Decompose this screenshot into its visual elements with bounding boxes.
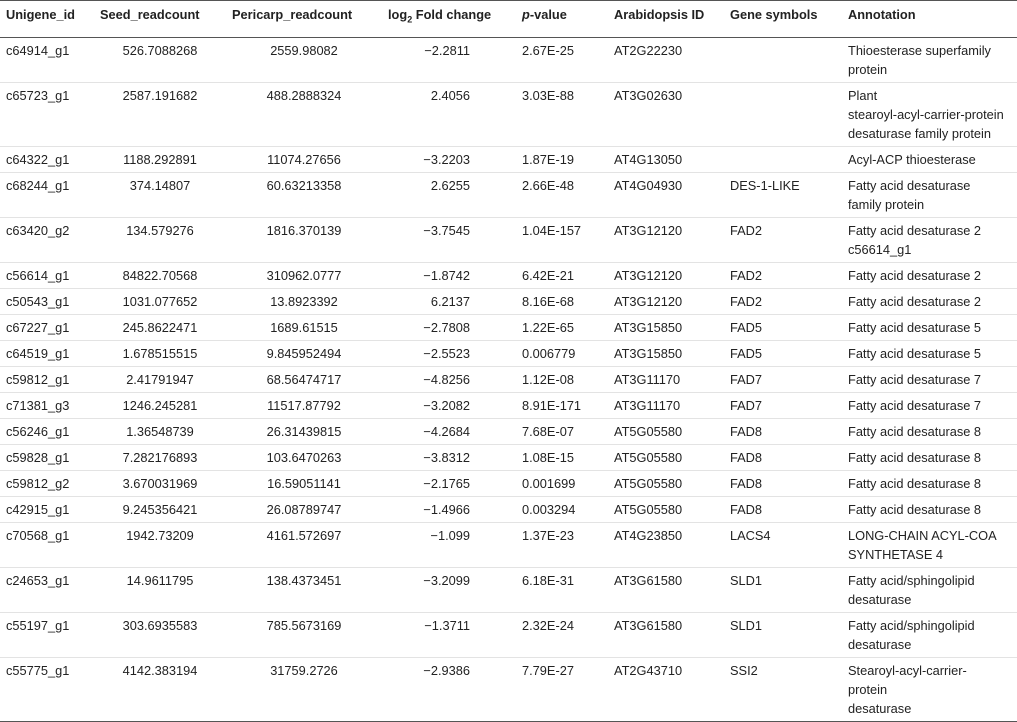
header-arabidopsis-id: Arabidopsis ID — [614, 7, 705, 22]
cell-p-value: 7.68E-07 — [522, 424, 574, 439]
cell-unigene-id: c56614_g1 — [6, 268, 70, 283]
cell-seed-readcount: 374.14807 — [129, 178, 191, 193]
header-unigene-id: Unigene_id — [6, 7, 75, 22]
cell-pericarp-readcount: 31759.2726 — [270, 663, 338, 678]
table-row — [0, 419, 1017, 445]
table-row — [0, 83, 1017, 147]
cell-log2-fold-change: 2.6255 — [430, 178, 470, 193]
cell-annotation: Plant stearoyl-acyl-carrier-protein desaturase family protein — [848, 88, 1004, 141]
cell-unigene-id: c59812_g2 — [6, 476, 70, 491]
cell-pericarp-readcount: 4161.572697 — [266, 528, 342, 543]
cell-pericarp-readcount: 310962.0777 — [266, 268, 342, 283]
header-gene-symbols: Gene symbols — [730, 7, 818, 22]
cell-annotation: Fatty acid desaturase 2 — [848, 268, 982, 283]
cell-gene-symbol: FAD2 — [730, 268, 763, 283]
table-row — [0, 568, 1017, 613]
cell-gene-symbol: SLD1 — [730, 618, 763, 633]
table-row — [0, 367, 1017, 393]
cell-gene-symbol: FAD5 — [730, 346, 763, 361]
cell-annotation: Fatty acid desaturase 8 — [848, 450, 982, 465]
table-row — [0, 471, 1017, 497]
cell-unigene-id: c68244_g1 — [6, 178, 70, 193]
cell-arabidopsis-id: AT3G12120 — [614, 294, 683, 309]
cell-seed-readcount: 1188.292891 — [123, 152, 197, 167]
cell-arabidopsis-id: AT3G02630 — [614, 88, 683, 103]
cell-pericarp-readcount: 1689.61515 — [270, 320, 338, 335]
cell-log2-fold-change: −1.8742 — [423, 268, 470, 283]
cell-p-value: 1.12E-08 — [522, 372, 574, 387]
cell-annotation: Fatty acid/sphingolipid desaturase — [848, 573, 975, 607]
header-row — [0, 1, 1017, 38]
cell-pericarp-readcount: 60.63213358 — [266, 178, 342, 193]
cell-annotation: Fatty acid desaturase 5 — [848, 320, 982, 335]
cell-annotation: Fatty acid desaturase family protein — [848, 178, 971, 212]
cell-seed-readcount: 1246.245281 — [122, 398, 198, 413]
cell-seed-readcount: 134.579276 — [126, 223, 194, 238]
cell-unigene-id: c63420_g2 — [6, 223, 70, 238]
cell-gene-symbol: FAD8 — [730, 502, 763, 517]
cell-annotation: Fatty acid desaturase 8 — [848, 476, 982, 491]
table-row — [0, 147, 1017, 173]
cell-arabidopsis-id: AT2G43710 — [614, 663, 683, 678]
cell-log2-fold-change: −1.3711 — [424, 618, 470, 633]
header-log-prefix: log — [388, 7, 408, 22]
cell-gene-symbol: FAD2 — [730, 223, 763, 238]
cell-annotation: Fatty acid desaturase 8 — [848, 502, 982, 517]
cell-log2-fold-change: −1.4966 — [423, 502, 470, 517]
cell-seed-readcount: 1.36548739 — [126, 424, 194, 439]
cell-p-value: 8.16E-68 — [522, 294, 574, 309]
cell-gene-symbol — [724, 147, 842, 173]
cell-annotation: Fatty acid desaturase 2 c56614_g1 — [848, 223, 982, 257]
cell-arabidopsis-id: AT3G15850 — [614, 346, 683, 361]
cell-seed-readcount: 303.6935583 — [122, 618, 198, 633]
cell-log2-fold-change: 2.4056 — [430, 88, 470, 103]
cell-pericarp-readcount: 2559.98082 — [270, 43, 338, 58]
cell-annotation: Stearoyl-acyl-carrier- protein desaturase — [848, 663, 967, 716]
cell-seed-readcount: 3.670031969 — [122, 476, 198, 491]
cell-log2-fold-change: −2.9386 — [423, 663, 470, 678]
cell-pericarp-readcount: 785.5673169 — [266, 618, 342, 633]
cell-p-value: 2.67E-25 — [522, 43, 574, 58]
cell-unigene-id: c55197_g1 — [6, 618, 70, 633]
cell-log2-fold-change: −3.7545 — [423, 223, 470, 238]
cell-arabidopsis-id: AT3G61580 — [614, 573, 683, 588]
cell-pericarp-readcount: 103.6470263 — [266, 450, 342, 465]
cell-annotation: Acyl-ACP thioesterase — [848, 152, 976, 167]
table-row — [0, 658, 1017, 722]
cell-unigene-id: c64519_g1 — [6, 346, 70, 361]
cell-p-value: 6.42E-21 — [522, 268, 574, 283]
cell-gene-symbol: DES-1-LIKE — [730, 178, 800, 193]
cell-seed-readcount: 1942.73209 — [126, 528, 194, 543]
cell-pericarp-readcount: 26.08789747 — [266, 502, 342, 517]
cell-unigene-id: c70568_g1 — [6, 528, 70, 543]
table-header — [0, 1, 1017, 38]
cell-log2-fold-change: −1.099 — [430, 528, 470, 543]
cell-gene-symbol: FAD8 — [730, 450, 763, 465]
cell-arabidopsis-id: AT5G05580 — [614, 424, 683, 439]
cell-gene-symbol: SSI2 — [730, 663, 758, 678]
cell-log2-fold-change: −3.2099 — [423, 573, 470, 588]
header-pericarp-readcount: Pericarp_readcount — [232, 7, 353, 22]
table-row — [0, 315, 1017, 341]
table-row — [0, 497, 1017, 523]
cell-p-value: 0.006779 — [522, 346, 576, 361]
header-log-suffix: Fold change — [412, 7, 492, 22]
cell-arabidopsis-id: AT4G13050 — [614, 152, 683, 167]
cell-log2-fold-change: −3.2082 — [423, 398, 470, 413]
cell-log2-fold-change: −4.8256 — [423, 372, 470, 387]
cell-seed-readcount: 84822.70568 — [122, 268, 198, 283]
cell-unigene-id: c65723_g1 — [6, 88, 70, 103]
cell-annotation: Thioesterase superfamily protein — [848, 43, 991, 77]
cell-p-value: 1.37E-23 — [522, 528, 574, 543]
cell-pericarp-readcount: 11517.87792 — [267, 398, 341, 413]
cell-gene-symbol: FAD5 — [730, 320, 763, 335]
header-p-rest: -value — [529, 7, 567, 22]
cell-pericarp-readcount: 9.845952494 — [266, 346, 342, 361]
cell-gene-symbol: FAD8 — [730, 476, 763, 491]
cell-annotation: Fatty acid desaturase 2 — [848, 294, 982, 309]
cell-annotation: Fatty acid/sphingolipid desaturase — [848, 618, 975, 652]
cell-gene-symbol: FAD2 — [730, 294, 763, 309]
cell-log2-fold-change: −3.2203 — [423, 152, 470, 167]
cell-pericarp-readcount: 13.8923392 — [270, 294, 338, 309]
cell-p-value: 3.03E-88 — [522, 88, 574, 103]
cell-log2-fold-change: −2.1765 — [423, 476, 470, 491]
header-log2-fold-change — [382, 1, 516, 38]
header-seed-readcount: Seed_readcount — [100, 7, 200, 22]
table-row — [0, 341, 1017, 367]
cell-unigene-id: c55775_g1 — [6, 663, 70, 678]
cell-unigene-id: c64322_g1 — [6, 152, 70, 167]
cell-seed-readcount: 2587.191682 — [122, 88, 198, 103]
cell-p-value: 1.04E-157 — [522, 223, 582, 238]
table-body — [0, 38, 1017, 722]
cell-unigene-id: c71381_g3 — [6, 398, 70, 413]
table-row — [0, 393, 1017, 419]
cell-arabidopsis-id: AT3G11170 — [614, 372, 681, 387]
cell-annotation: LONG-CHAIN ACYL-COA SYNTHETASE 4 — [848, 528, 997, 562]
table-row — [0, 38, 1017, 83]
cell-seed-readcount: 245.8622471 — [122, 320, 198, 335]
cell-gene-symbol: FAD7 — [730, 372, 763, 387]
cell-p-value: 0.001699 — [522, 476, 576, 491]
cell-seed-readcount: 2.41791947 — [126, 372, 194, 387]
cell-arabidopsis-id: AT5G05580 — [614, 450, 683, 465]
cell-unigene-id: c59828_g1 — [6, 450, 70, 465]
cell-arabidopsis-id: AT3G15850 — [614, 320, 683, 335]
cell-p-value: 0.003294 — [522, 502, 576, 517]
cell-p-value: 8.91E-171 — [522, 398, 582, 413]
cell-unigene-id: c42915_g1 — [6, 502, 70, 517]
cell-arabidopsis-id: AT3G11170 — [614, 398, 681, 413]
cell-pericarp-readcount: 138.4373451 — [266, 573, 342, 588]
cell-p-value: 6.18E-31 — [522, 573, 574, 588]
table-row — [0, 173, 1017, 218]
cell-annotation: Fatty acid desaturase 7 — [848, 372, 982, 387]
cell-p-value: 1.87E-19 — [522, 152, 574, 167]
cell-log2-fold-change: 6.2137 — [430, 294, 470, 309]
cell-unigene-id: c50543_g1 — [6, 294, 70, 309]
cell-arabidopsis-id: AT3G61580 — [614, 618, 683, 633]
cell-p-value: 2.32E-24 — [522, 618, 574, 633]
cell-gene-symbol — [724, 83, 842, 147]
header-p-italic: p — [522, 7, 530, 22]
cell-p-value: 2.66E-48 — [522, 178, 574, 193]
cell-arabidopsis-id: AT3G12120 — [614, 223, 683, 238]
cell-p-value: 7.79E-27 — [522, 663, 574, 678]
cell-arabidopsis-id: AT4G04930 — [614, 178, 683, 193]
cell-seed-readcount: 1031.077652 — [122, 294, 198, 309]
table-row — [0, 263, 1017, 289]
cell-arabidopsis-id: AT3G12120 — [614, 268, 683, 283]
cell-seed-readcount: 4142.383194 — [122, 663, 198, 678]
cell-gene-symbol: LACS4 — [730, 528, 771, 543]
cell-gene-symbol — [724, 38, 842, 83]
cell-annotation: Fatty acid desaturase 5 — [848, 346, 982, 361]
cell-unigene-id: c67227_g1 — [6, 320, 70, 335]
cell-seed-readcount: 7.282176893 — [122, 450, 198, 465]
cell-p-value: 1.22E-65 — [522, 320, 574, 335]
cell-log2-fold-change: −4.2684 — [423, 424, 470, 439]
cell-gene-symbol: SLD1 — [730, 573, 763, 588]
cell-unigene-id: c56246_g1 — [6, 424, 70, 439]
table-row — [0, 445, 1017, 471]
cell-arabidopsis-id: AT4G23850 — [614, 528, 683, 543]
cell-arabidopsis-id: AT5G05580 — [614, 502, 683, 517]
cell-arabidopsis-id: AT5G05580 — [614, 476, 683, 491]
cell-p-value: 1.08E-15 — [522, 450, 574, 465]
header-p-value — [516, 1, 608, 38]
header-annotation: Annotation — [848, 7, 916, 22]
table-row — [0, 218, 1017, 263]
cell-pericarp-readcount: 488.2888324 — [266, 88, 342, 103]
cell-pericarp-readcount: 11074.27656 — [267, 152, 341, 167]
cell-annotation: Fatty acid desaturase 7 — [848, 398, 982, 413]
table-row — [0, 523, 1017, 568]
cell-annotation: Fatty acid desaturase 8 — [848, 424, 982, 439]
header-log-subscript: 2 — [407, 14, 413, 25]
cell-unigene-id: c24653_g1 — [6, 573, 70, 588]
cell-arabidopsis-id: AT2G22230 — [614, 43, 683, 58]
cell-log2-fold-change: −3.8312 — [423, 450, 470, 465]
cell-log2-fold-change: −2.2811 — [424, 43, 470, 58]
cell-seed-readcount: 1.678515515 — [122, 346, 198, 361]
cell-pericarp-readcount: 16.59051141 — [267, 476, 341, 491]
cell-log2-fold-change: −2.7808 — [423, 320, 470, 335]
cell-gene-symbol: FAD7 — [730, 398, 763, 413]
cell-seed-readcount: 526.7088268 — [122, 43, 198, 58]
cell-unigene-id: c59812_g1 — [6, 372, 70, 387]
table-row — [0, 613, 1017, 658]
cell-log2-fold-change: −2.5523 — [423, 346, 470, 361]
table-row — [0, 289, 1017, 315]
cell-gene-symbol: FAD8 — [730, 424, 763, 439]
cell-pericarp-readcount: 26.31439815 — [266, 424, 342, 439]
cell-seed-readcount: 14.9611795 — [126, 573, 194, 588]
cell-pericarp-readcount: 1816.370139 — [266, 223, 342, 238]
cell-pericarp-readcount: 68.56474717 — [266, 372, 342, 387]
cell-unigene-id: c64914_g1 — [6, 43, 70, 58]
cell-seed-readcount: 9.245356421 — [122, 502, 198, 517]
